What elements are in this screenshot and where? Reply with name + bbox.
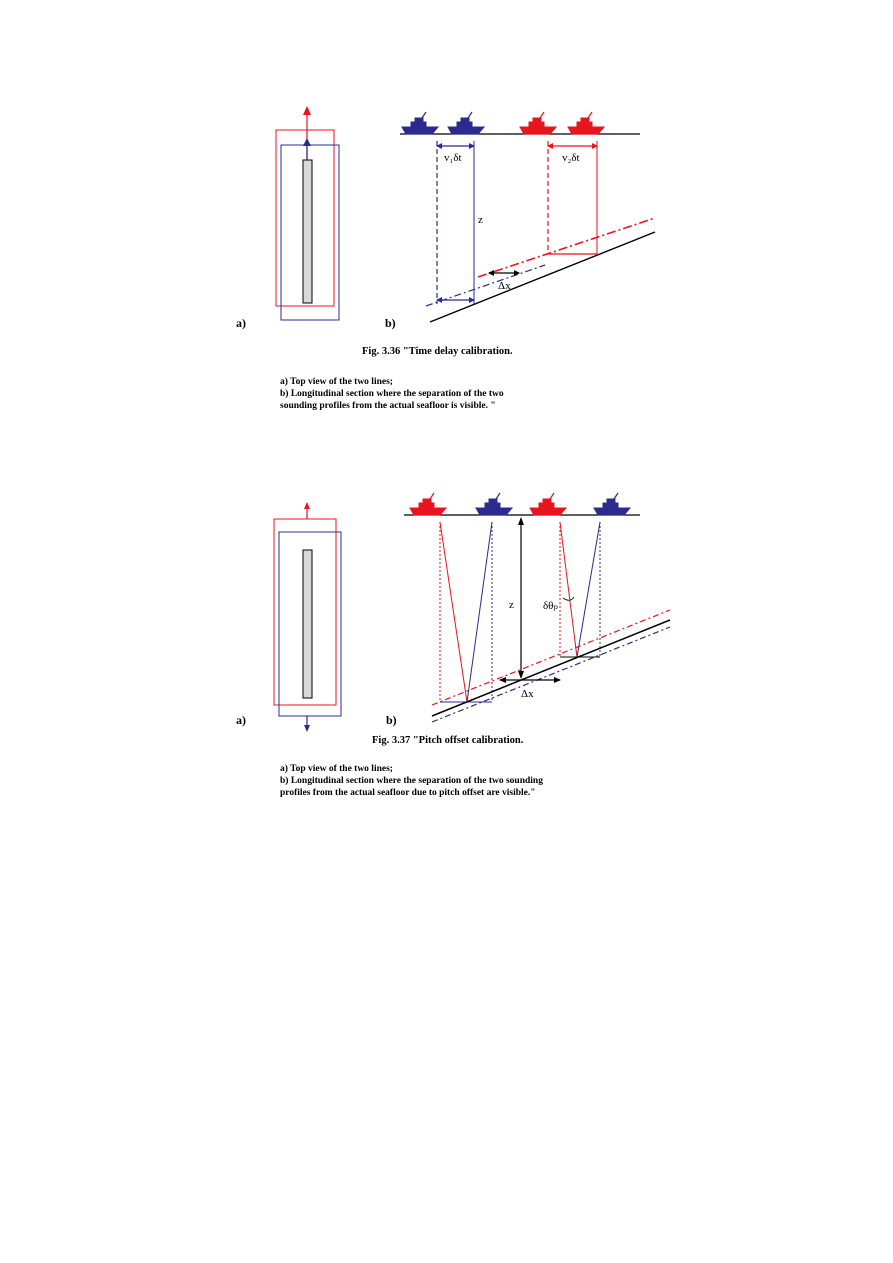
- fig37-section: [404, 493, 670, 722]
- fig36-label-b: b): [385, 316, 396, 330]
- fig36-red-ship-icon: [520, 112, 556, 134]
- fig37-blue-profile: [432, 627, 670, 722]
- fig37-label-b: b): [386, 713, 397, 727]
- fig36-caption-line2: b) Longitudinal section where the separation of the two: [280, 389, 504, 399]
- fig36-blue-arrowhead-icon: [303, 138, 311, 146]
- fig37-red-ship-icon: [530, 493, 566, 515]
- fig36-caption-line1: a) Top view of the two lines;: [280, 377, 393, 387]
- fig37-swath-strip: [303, 550, 312, 698]
- fig37-blue-arrowhead-icon: [304, 725, 310, 732]
- fig37-red-profile: [432, 610, 670, 705]
- fig37-blue-ship-icon: [476, 493, 512, 515]
- fig37-blue-ship-icon: [594, 493, 630, 515]
- fig37-dtheta-label: δθₚ: [543, 600, 558, 612]
- fig37-caption-title: Fig. 3.37 "Pitch offset calibration.: [372, 735, 524, 746]
- fig37-red-ship-icon: [410, 493, 446, 515]
- fig37-red-beam: [440, 522, 467, 702]
- fig37-angle-arc: [563, 597, 574, 600]
- fig36-blue-ship-icon: [448, 112, 484, 134]
- fig37-label-a: a): [236, 713, 246, 727]
- fig37-top-view: [274, 502, 341, 732]
- fig36-red-ship-icon: [568, 112, 604, 134]
- fig36-caption-title: Fig. 3.36 "Time delay calibration.: [362, 346, 513, 357]
- fig37-caption-line1: a) Top view of the two lines;: [280, 764, 393, 774]
- fig37-z-label: z: [509, 599, 514, 611]
- fig36-v2dt-label: v₂δt: [562, 152, 580, 164]
- fig36-blue-ship-icon: [402, 112, 438, 134]
- fig37-blue-beam: [467, 522, 492, 702]
- fig36-top-view: [276, 106, 339, 320]
- fig36-dx-label: Δx: [498, 280, 511, 292]
- fig37-blue-beam: [577, 522, 600, 657]
- fig36-section: [400, 112, 655, 322]
- fig37-red-arrowhead-icon: [304, 502, 310, 509]
- fig37-caption-line2: b) Longitudinal section where the separation of the two sounding: [280, 776, 543, 786]
- fig36-swath-strip: [303, 160, 312, 303]
- fig36-seafloor: [430, 232, 655, 322]
- fig37-red-beam: [560, 522, 577, 657]
- fig36-v1dt-label: v₁δt: [444, 152, 462, 164]
- fig36-caption-line3: sounding profiles from the actual seafloor is visible. ": [280, 401, 496, 411]
- fig36-label-a: a): [236, 316, 246, 330]
- fig37-seafloor: [432, 620, 670, 716]
- fig37-dx-label: Δx: [521, 688, 534, 700]
- fig36-z-label: z: [478, 214, 483, 226]
- fig36-red-arrowhead-icon: [303, 106, 311, 115]
- fig37-caption-line3: profiles from the actual seafloor due to pitch offset are visible.": [280, 788, 536, 798]
